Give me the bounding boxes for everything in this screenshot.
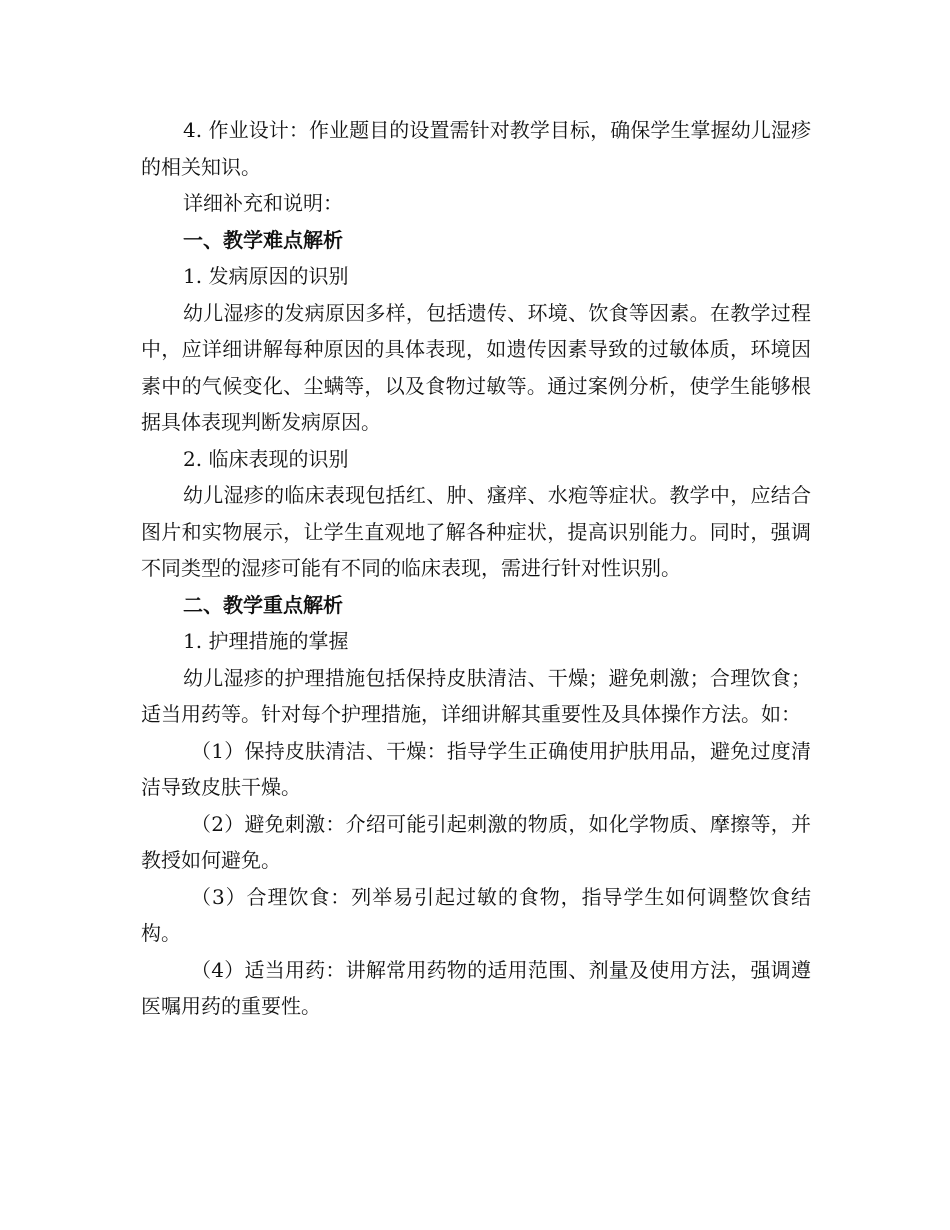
paragraph-cause-identification: 幼儿湿疹的发病原因多样，包括遗传、环境、饮食等因素。在教学过程中，应详细讲解每种原因的具体表现，如遗传因素导致的过敏体质，环境因素中的气候变化、尘螨等，以及食物过敏等。通过案例分析，使学生能够根据具体表现判断发病原因。 <box>141 300 811 434</box>
paragraph-care-measures: 幼儿湿疹的护理措施包括保持皮肤清洁、干燥；避免刺激；合理饮食；适当用药等。针对每个护理措施，详细讲解其重要性及具体操作方法。如： <box>141 665 811 726</box>
heading-teaching-key-points: 二、教学重点解析 <box>183 592 343 617</box>
subheading-cause-identification: 1. 发病原因的识别 <box>183 264 349 288</box>
list-item-avoid-irritation: （2）避免刺激：介绍可能引起刺激的物质，如化学物质、摩擦等，并教授如何避免。 <box>141 811 811 872</box>
heading-teaching-difficulties: 一、教学难点解析 <box>183 227 343 252</box>
list-item-reasonable-diet: （3）合理饮食：列举易引起过敏的食物，指导学生如何调整饮食结构。 <box>141 884 811 945</box>
subheading-clinical-identification: 2. 临床表现的识别 <box>183 446 349 471</box>
paragraph-supplement-intro: 详细补充和说明： <box>183 191 343 215</box>
paragraph-clinical-identification: 幼儿湿疹的临床表现包括红、肿、瘙痒、水疱等症状。教学中，应结合图片和实物展示，让学生直观地了解各种症状，提高识别能力。同时，强调不同类型的湿疹可能有不同的临床表现，需进行针对性识别。 <box>141 483 811 580</box>
subheading-care-measures: 1. 护理措施的掌握 <box>183 629 349 653</box>
list-item-skin-clean-dry: （1）保持皮肤清洁、干燥：指导学生正确使用护肤用品，避免过度清洁导致皮肤干燥。 <box>141 738 811 799</box>
list-item-proper-medication: （4）适当用药：讲解常用药物的适用范围、剂量及使用方法，强调遵医嘱用药的重要性。 <box>141 957 811 1018</box>
paragraph-homework-design: 4. 作业设计：作业题目的设置需针对教学目标，确保学生掌握幼儿湿疹的相关知识。 <box>141 118 811 179</box>
document-body <box>141 112 811 1025</box>
